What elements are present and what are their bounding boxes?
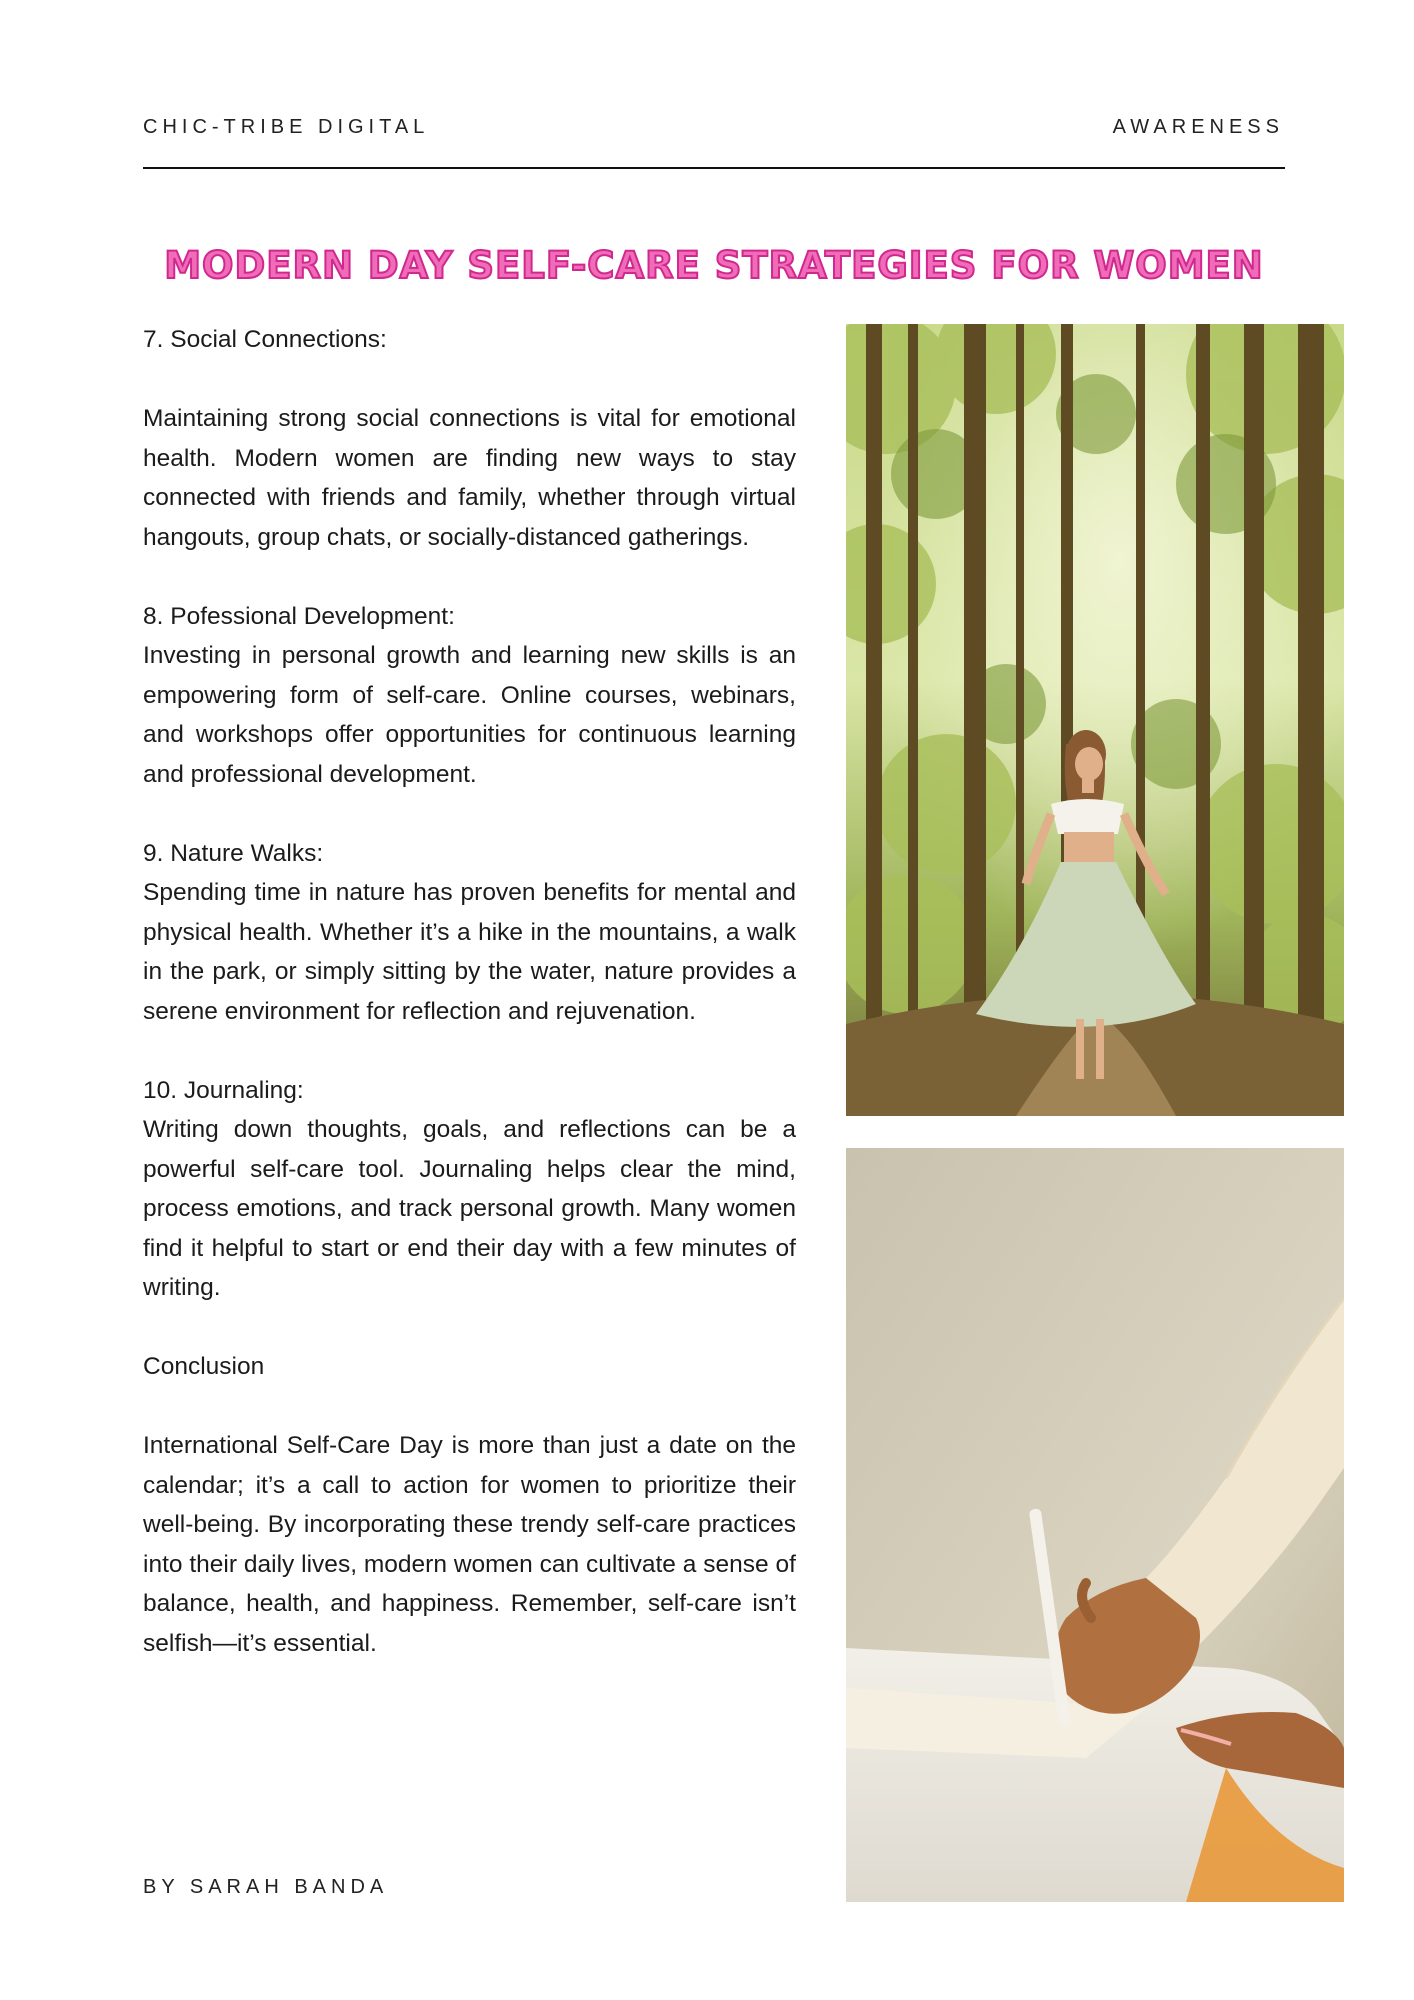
author-byline: BY SARAH BANDA	[143, 1876, 389, 1898]
section-heading-professional: 8. Pofessional Development:	[143, 602, 455, 630]
section-heading-conclusion: Conclusion	[143, 1353, 265, 1380]
section-body-professional: Investing in personal growth and learning new skills is an empowering form of self-care. Online courses, webinars, and workshops offer opportunities for continuous learning and professional development.	[143, 642, 796, 788]
header-divider	[143, 167, 1285, 169]
section-heading-nature: 9. Nature Walks:	[143, 839, 324, 867]
section-body-journaling: Writing down thoughts, goals, and reflections can be a powerful self-care tool. Journaling helps clear the mind, process emotions, and track personal growth. Many women find it helpful to start or end their day with a few minutes of writing.	[143, 1116, 796, 1301]
section-label: AWARENESS	[1112, 116, 1284, 138]
section-body-nature: Spending time in nature has proven benefits for mental and physical health. Whether it’s a hike in the mountains, a walk in the park, or simply sitting by the water, nature provides a serene environment for reflection and rejuvenation.	[143, 879, 796, 1025]
page-title: MODERN DAY SELF-CARE STRATEGIES FOR WOMEN	[164, 244, 1264, 287]
section-body-conclusion: International Self-Care Day is more than just a date on the calendar; it’s a call to action for women to prioritize their well-being. By incorporating these trendy self-care practices into their daily lives, modern women can cultivate a sense of balance, health, and happiness. Remember, self-care isn’t selfish—it’s essential.	[143, 1432, 796, 1657]
forest-walk-photo	[846, 324, 1344, 1116]
brand-name: CHIC-TRIBE DIGITAL	[143, 116, 430, 138]
journaling-photo	[846, 1148, 1344, 1902]
article-body	[143, 320, 796, 1663]
section-heading-journaling: 10. Journaling:	[143, 1076, 304, 1104]
section-body-social: Maintaining strong social connections is vital for emotional health. Modern women are finding new ways to stay connected with friends and family, whether through virtual hangouts, group chats, or socially-distanced gatherings.	[143, 405, 796, 551]
section-heading-social: 7. Social Connections:	[143, 326, 387, 353]
